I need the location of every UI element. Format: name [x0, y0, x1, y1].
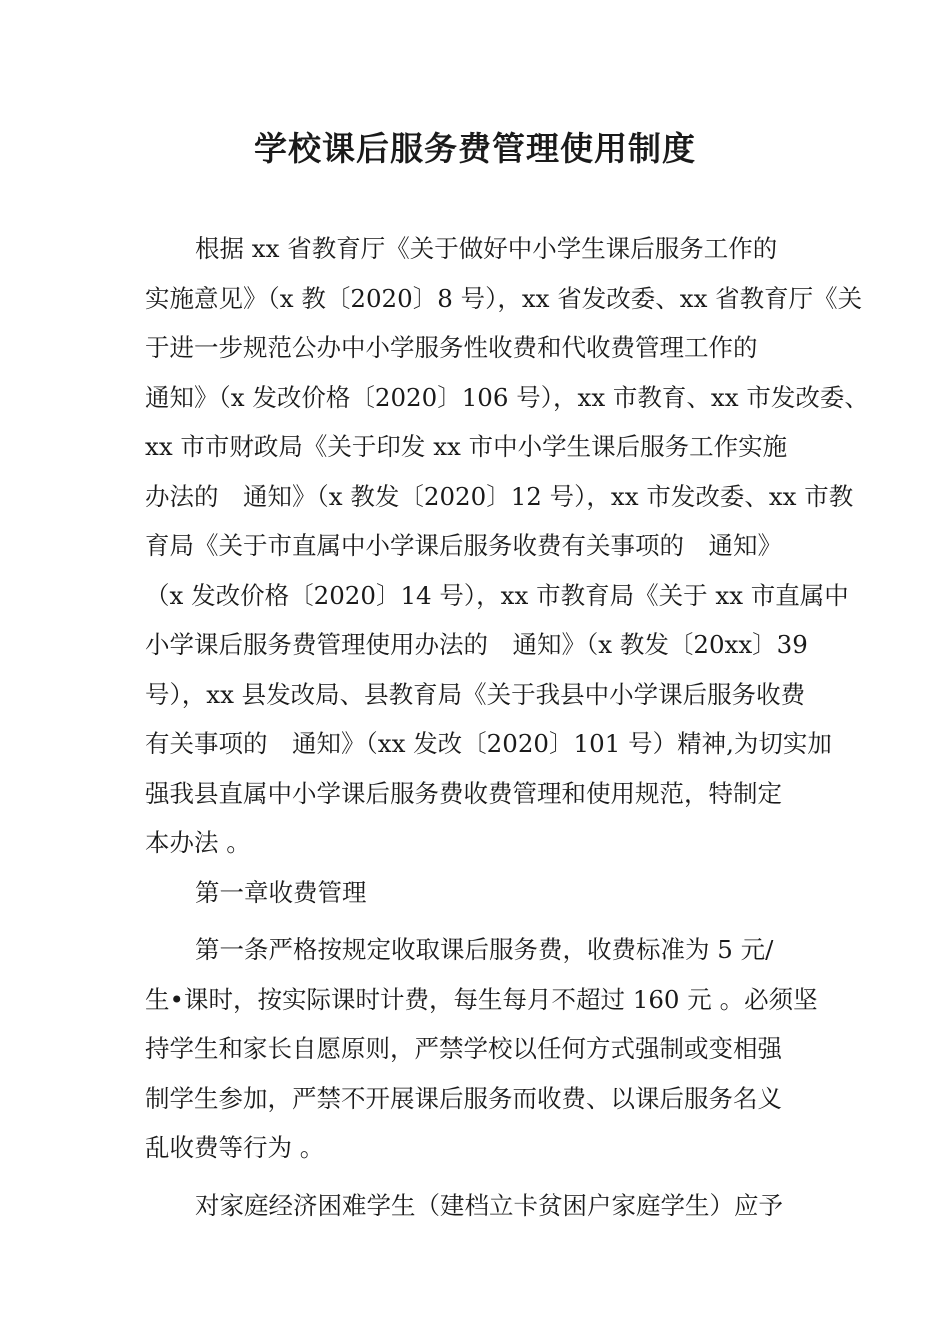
chapter-1-heading: 第一章收费管理	[195, 877, 367, 907]
text-line: 小学课后服务费管理使用办法的 通知》（x 教发〔20xx〕39	[145, 630, 808, 659]
text-line: xx 市市财政局《关于印发 xx 市中小学生课后服务工作实施	[145, 432, 788, 461]
paragraph-1	[145, 224, 869, 868]
text-line: 本办法 。	[145, 828, 251, 857]
text-line: 育局《关于市直属中小学课后服务收费有关事项的 通知》	[145, 531, 782, 560]
text-line: 对家庭经济困难学生（建档立卡贫困户家庭学生）应予	[195, 1190, 783, 1220]
spacer	[145, 917, 810, 925]
text-line: 有关事项的 通知》（xx 发改〔2020〕101 号）精神,为切实加	[145, 729, 832, 758]
document-body	[145, 224, 869, 1230]
text-line: 实施意见》（x 教〔2020〕8 号），xx 省发改委、xx 省教育厅《关	[145, 283, 863, 313]
text-line: 持学生和家长自愿原则，严禁学校以任何方式强制或变相强	[145, 1034, 782, 1063]
spacer	[145, 1173, 810, 1181]
paragraph-3	[145, 1181, 810, 1231]
text-line: 根据 xx 省教育厅《关于做好中小学生课后服务工作的	[195, 234, 778, 263]
text-line: 第一条严格按规定收取课后服务费，收费标准为 5 元/	[195, 935, 774, 964]
text-line: 于进一步规范公办中小学服务性收费和代收费管理工作的	[145, 333, 758, 362]
text-line: 通知》（x 发改价格〔2020〕106 号），xx 市教育、xx 市发改委、	[145, 382, 869, 412]
text-line: （x 发改价格〔2020〕14 号），xx 市教育局《关于 xx 市直属中	[145, 580, 849, 610]
paragraph-2	[145, 925, 818, 1173]
document-title: 学校课后服务费管理使用制度	[254, 129, 696, 168]
text-line: 乱收费等行为 。	[145, 1133, 325, 1162]
text-line: 号），xx 县发改局、县教育局《关于我县中小学课后服务收费	[145, 679, 806, 709]
text-line: 制学生参加，严禁不开展课后服务而收费、以课后服务名义	[145, 1083, 782, 1113]
text-line: 强我县直属中小学课后服务费收费管理和使用规范，特制定	[145, 778, 782, 808]
chapter-heading	[145, 868, 810, 918]
text-line: 生•课时，按实际课时计费，每生每月不超过 160 元 。必须坚	[145, 984, 818, 1014]
text-line: 办法的 通知》（x 教发〔2020〕12 号），xx 市发改委、xx 市教	[145, 481, 854, 511]
